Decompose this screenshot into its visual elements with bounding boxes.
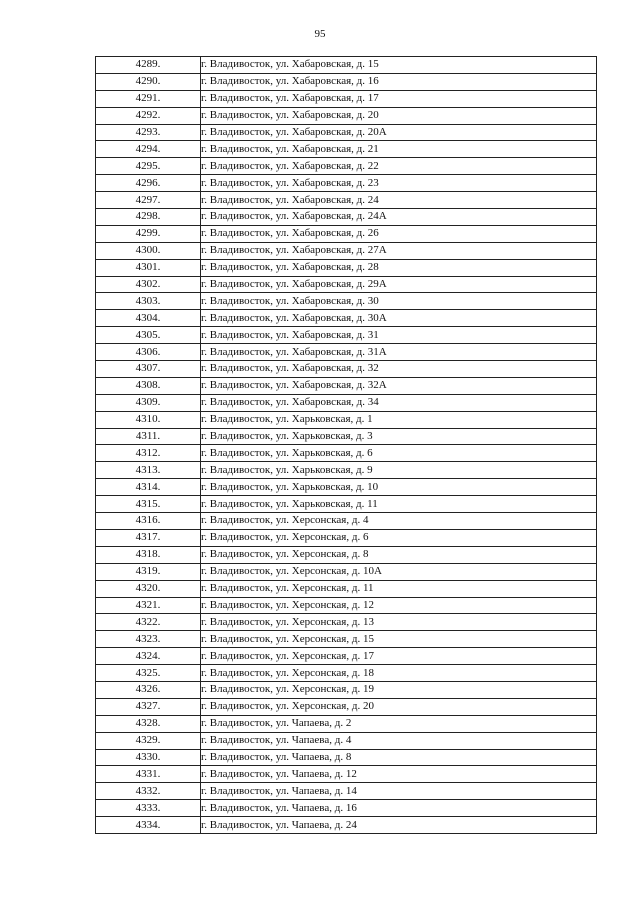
row-address: г. Владивосток, ул. Херсонская, д. 12 (201, 597, 597, 614)
row-number: 4312. (96, 445, 201, 462)
row-address: г. Владивосток, ул. Херсонская, д. 13 (201, 614, 597, 631)
row-address: г. Владивосток, ул. Херсонская, д. 8 (201, 546, 597, 563)
row-number: 4325. (96, 665, 201, 682)
row-number: 4299. (96, 225, 201, 242)
row-address: г. Владивосток, ул. Хабаровская, д. 17 (201, 90, 597, 107)
row-address: г. Владивосток, ул. Харьковская, д. 11 (201, 496, 597, 513)
row-address: г. Владивосток, ул. Харьковская, д. 9 (201, 462, 597, 479)
table-row (96, 411, 597, 428)
row-address: г. Владивосток, ул. Херсонская, д. 4 (201, 513, 597, 530)
row-address: г. Владивосток, ул. Хабаровская, д. 32А (201, 377, 597, 394)
table-row (96, 766, 597, 783)
row-address: г. Владивосток, ул. Хабаровская, д. 16 (201, 73, 597, 90)
row-address: г. Владивосток, ул. Чапаева, д. 4 (201, 732, 597, 749)
row-address: г. Владивосток, ул. Херсонская, д. 17 (201, 648, 597, 665)
row-address: г. Владивосток, ул. Хабаровская, д. 21 (201, 141, 597, 158)
row-number: 4321. (96, 597, 201, 614)
table-row (96, 394, 597, 411)
table-row (96, 800, 597, 817)
row-number: 4333. (96, 800, 201, 817)
row-address: г. Владивосток, ул. Чапаева, д. 8 (201, 749, 597, 766)
table-row (96, 698, 597, 715)
table-row (96, 513, 597, 530)
table-row (96, 276, 597, 293)
row-address: г. Владивосток, ул. Хабаровская, д. 23 (201, 175, 597, 192)
row-address: г. Владивосток, ул. Харьковская, д. 6 (201, 445, 597, 462)
row-number: 4291. (96, 90, 201, 107)
row-number: 4324. (96, 648, 201, 665)
row-address: г. Владивосток, ул. Чапаева, д. 2 (201, 715, 597, 732)
row-number: 4305. (96, 327, 201, 344)
row-number: 4315. (96, 496, 201, 513)
row-number: 4310. (96, 411, 201, 428)
row-number: 4302. (96, 276, 201, 293)
row-address: г. Владивосток, ул. Херсонская, д. 20 (201, 698, 597, 715)
row-address: г. Владивосток, ул. Харьковская, д. 1 (201, 411, 597, 428)
row-address: г. Владивосток, ул. Хабаровская, д. 32 (201, 361, 597, 378)
table-row (96, 546, 597, 563)
row-number: 4320. (96, 580, 201, 597)
table-row (96, 57, 597, 74)
row-number: 4316. (96, 513, 201, 530)
row-number: 4332. (96, 783, 201, 800)
table-row (96, 681, 597, 698)
row-address: г. Владивосток, ул. Херсонская, д. 6 (201, 529, 597, 546)
row-number: 4304. (96, 310, 201, 327)
row-address: г. Владивосток, ул. Хабаровская, д. 34 (201, 394, 597, 411)
row-address: г. Владивосток, ул. Чапаева, д. 14 (201, 783, 597, 800)
row-number: 4306. (96, 344, 201, 361)
page-number: 95 (314, 28, 326, 40)
row-number: 4329. (96, 732, 201, 749)
row-address: г. Владивосток, ул. Хабаровская, д. 31 (201, 327, 597, 344)
address-table-body (96, 57, 597, 834)
table-row (96, 310, 597, 327)
table-row (96, 614, 597, 631)
row-address: г. Владивосток, ул. Херсонская, д. 15 (201, 631, 597, 648)
row-number: 4293. (96, 124, 201, 141)
table-row (96, 192, 597, 209)
row-number: 4327. (96, 698, 201, 715)
row-address: г. Владивосток, ул. Харьковская, д. 3 (201, 428, 597, 445)
row-number: 4294. (96, 141, 201, 158)
row-number: 4318. (96, 546, 201, 563)
row-address: г. Владивосток, ул. Хабаровская, д. 26 (201, 225, 597, 242)
row-number: 4326. (96, 681, 201, 698)
row-number: 4322. (96, 614, 201, 631)
table-row (96, 496, 597, 513)
table-row (96, 563, 597, 580)
row-address: г. Владивосток, ул. Харьковская, д. 10 (201, 479, 597, 496)
row-address: г. Владивосток, ул. Хабаровская, д. 15 (201, 57, 597, 74)
row-number: 4334. (96, 817, 201, 834)
row-number: 4290. (96, 73, 201, 90)
row-address: г. Владивосток, ул. Чапаева, д. 12 (201, 766, 597, 783)
table-row (96, 327, 597, 344)
row-number: 4330. (96, 749, 201, 766)
table-row (96, 377, 597, 394)
row-address: г. Владивосток, ул. Херсонская, д. 10А (201, 563, 597, 580)
row-address: г. Владивосток, ул. Хабаровская, д. 29А (201, 276, 597, 293)
row-number: 4295. (96, 158, 201, 175)
table-row (96, 124, 597, 141)
row-number: 4307. (96, 361, 201, 378)
row-number: 4323. (96, 631, 201, 648)
row-number: 4309. (96, 394, 201, 411)
table-row (96, 225, 597, 242)
row-address: г. Владивосток, ул. Херсонская, д. 19 (201, 681, 597, 698)
table-row (96, 73, 597, 90)
table-row (96, 597, 597, 614)
row-number: 4292. (96, 107, 201, 124)
table-row (96, 817, 597, 834)
address-table (95, 56, 597, 834)
table-row (96, 344, 597, 361)
row-number: 4314. (96, 479, 201, 496)
row-number: 4331. (96, 766, 201, 783)
row-number: 4296. (96, 175, 201, 192)
row-address: г. Владивосток, ул. Херсонская, д. 18 (201, 665, 597, 682)
row-number: 4317. (96, 529, 201, 546)
table-row (96, 665, 597, 682)
row-number: 4298. (96, 209, 201, 226)
table-row (96, 259, 597, 276)
table-row (96, 529, 597, 546)
table-row (96, 209, 597, 226)
row-address: г. Владивосток, ул. Херсонская, д. 11 (201, 580, 597, 597)
table-row (96, 580, 597, 597)
table-row (96, 158, 597, 175)
row-address: г. Владивосток, ул. Хабаровская, д. 30 (201, 293, 597, 310)
row-address: г. Владивосток, ул. Хабаровская, д. 24А (201, 209, 597, 226)
table-row (96, 749, 597, 766)
row-address: г. Владивосток, ул. Хабаровская, д. 28 (201, 259, 597, 276)
table-row (96, 732, 597, 749)
row-address: г. Владивосток, ул. Чапаева, д. 16 (201, 800, 597, 817)
table-row (96, 361, 597, 378)
table-row (96, 445, 597, 462)
row-number: 4301. (96, 259, 201, 276)
row-number: 4313. (96, 462, 201, 479)
table-row (96, 141, 597, 158)
row-address: г. Владивосток, ул. Хабаровская, д. 22 (201, 158, 597, 175)
row-address: г. Владивосток, ул. Хабаровская, д. 24 (201, 192, 597, 209)
row-number: 4297. (96, 192, 201, 209)
row-number: 4303. (96, 293, 201, 310)
table-row (96, 648, 597, 665)
table-row (96, 293, 597, 310)
row-number: 4319. (96, 563, 201, 580)
table-row (96, 242, 597, 259)
row-address: г. Владивосток, ул. Хабаровская, д. 20 (201, 107, 597, 124)
row-number: 4328. (96, 715, 201, 732)
row-number: 4300. (96, 242, 201, 259)
table-row (96, 715, 597, 732)
table-row (96, 783, 597, 800)
table-row (96, 479, 597, 496)
table-row (96, 90, 597, 107)
row-number: 4289. (96, 57, 201, 74)
row-address: г. Владивосток, ул. Хабаровская, д. 27А (201, 242, 597, 259)
table-row (96, 107, 597, 124)
row-number: 4308. (96, 377, 201, 394)
table-row (96, 428, 597, 445)
row-address: г. Владивосток, ул. Хабаровская, д. 30А (201, 310, 597, 327)
row-number: 4311. (96, 428, 201, 445)
table-row (96, 462, 597, 479)
row-address: г. Владивосток, ул. Чапаева, д. 24 (201, 817, 597, 834)
table-row (96, 631, 597, 648)
table-row (96, 175, 597, 192)
row-address: г. Владивосток, ул. Хабаровская, д. 31А (201, 344, 597, 361)
row-address: г. Владивосток, ул. Хабаровская, д. 20А (201, 124, 597, 141)
